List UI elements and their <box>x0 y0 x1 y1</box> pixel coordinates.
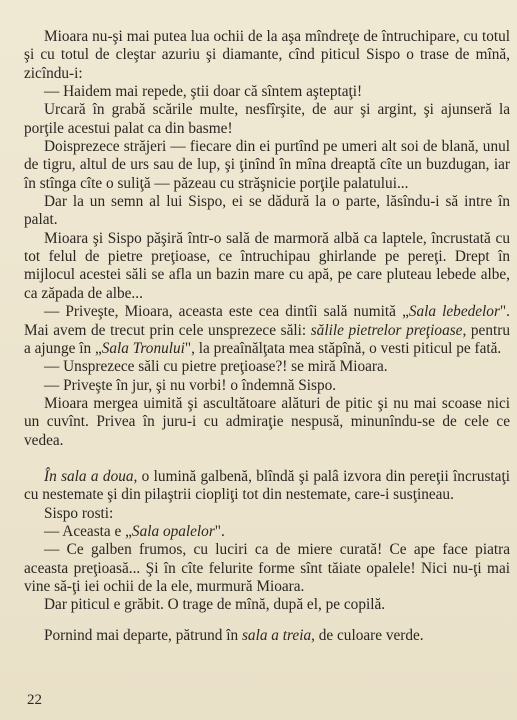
text-run: . Mai avem de trecut prin cele unsprezece săli: <box>24 303 510 339</box>
italic-run: În sala a doua, <box>44 467 138 485</box>
paragraph <box>24 627 510 645</box>
paragraph: Mioara şi Sispo păşiră într-o sală de marmoră albă ca laptele, încrustată cu tot felul de pietre preţioase, ce întruchipau ghirlande pe pereţi. Drept în mijlocul acestei săli se afla un bazin mare cu apă, pe care pluteau lebede albe, ca zăpada de albe... <box>24 229 510 302</box>
page-body-text <box>24 28 510 645</box>
italic-run: Sala opalelor <box>131 522 215 540</box>
paragraph: — Priveşte, Mioara, aceasta este cea dintîi sală numită „Sala lebedelor". Mai avem de trecut prin cele unsprezece săli: sălile pietrelor preţioase, pentru a ajunge în „Sala Tronului", la preaînălţata mea stăpînă, o vesti piticul pe fată. <box>24 303 510 357</box>
text-run: pentru a ajunge în <box>24 321 510 357</box>
paragraph: Urcară în grabă scările multe, nesfîrşite, de aur şi argint, şi ajunseră la porţile acestui palat ca din basme! <box>24 101 510 137</box>
page-number: 22 <box>27 692 42 708</box>
paragraph <box>24 468 510 505</box>
italic-run: sala a treia, <box>241 626 315 644</box>
text-run: de culoare verde. <box>314 626 424 644</box>
paragraph: — Ce galben frumos, cu luciri ca de miere curată! Ce ape face piatra aceasta preţioasă... Şi în cîte felurite forme sînt tăiate opalele! Nici nu-ţi mai vine să-ţi iei ochii de la ele, murmură Mioara. <box>24 541 510 595</box>
paragraph: Dar la un semn al lui Sispo, ei se dădură la o parte, lăsîndu-i să intre în palat. <box>24 193 510 229</box>
italic-run: Sala Tronului <box>101 339 185 357</box>
text-run: o lumină galbenă, blîndă şi palâ izvora din pereţii încrustaţi cu nestemate şi din pilaştrii ciopliţi tot din nestemate, care-i susţineau. <box>24 467 510 504</box>
text-run: — Priveşte, Mioara, aceasta este cea dintîi sală numită <box>44 303 403 321</box>
paragraph: — Aceasta e „Sala opalelor". <box>44 522 225 540</box>
paragraph: Mioara mergea uimită şi ascultătoare alături de pitic şi nu mai scoase nici un cuvînt. Privea în juru-i cu admiraţie nespusă, minunîndu-se de cele ce vedea. <box>24 394 510 449</box>
paragraph: Sispo rosti: <box>44 504 114 522</box>
italic-run: sălile pietrelor preţioase, <box>310 321 467 339</box>
paragraph: — Priveşte în jur, şi nu vorbi! o îndemnă Sispo. <box>44 376 337 394</box>
paragraph: Mioara nu-şi mai putea lua ochii de la aşa mîndreţe de întruchipare, cu totul şi cu totul de cleştar azuriu şi diamante, cînd piticul Sispo o trase de mînă, zicîndu-i: <box>24 28 510 82</box>
paragraph: Dar piticul e grăbit. O trage de mînă, după el, pe copilă. <box>44 596 386 614</box>
text-run: Pornind mai departe, pătrund în <box>44 626 242 644</box>
paragraph: Doisprezece străjeri — fiecare din ei purtînd pe umeri alt soi de blană, unul de tigru, altul de urs sau de lup, şi ţinînd în mîna dreaptă cîte un buzdugan, iar în stînga cîte o suliţă — păzeau cu străşnicie porţile palatului... <box>24 138 510 192</box>
text-run: — Aceasta e <box>44 522 126 540</box>
paragraph: — Haidem mai repede, ştii doar că sîntem aşteptaţi! <box>44 83 363 101</box>
paragraph: — Unsprezece săli cu pietre preţioase?! se miră Mioara. <box>44 358 388 376</box>
text-run: , la preaînălţata mea stăpînă, o vesti piticul pe fată. <box>191 339 502 357</box>
italic-run: Sala lebedelor <box>408 303 500 321</box>
